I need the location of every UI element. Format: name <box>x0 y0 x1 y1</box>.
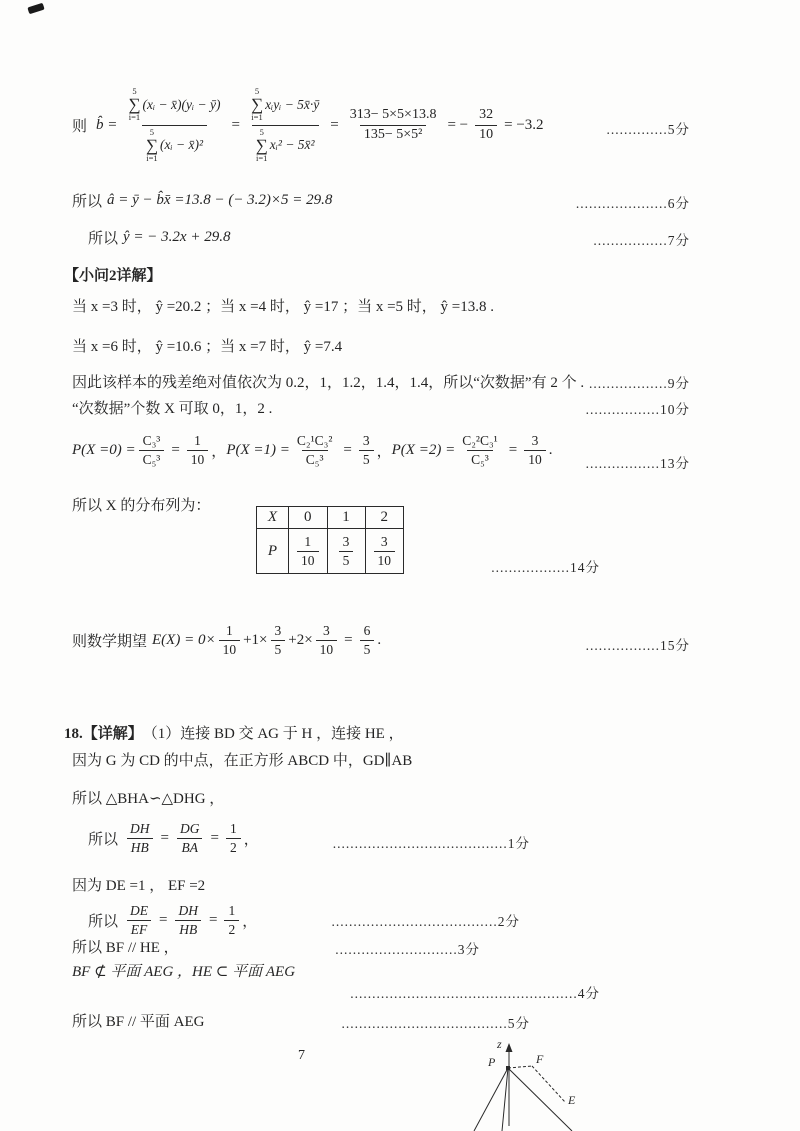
fraction-comb <box>458 432 502 468</box>
frac-den: 5 <box>271 640 286 659</box>
text: （1）连接 BD 交 AG 于 H ，连接 HE ， <box>142 726 404 742</box>
sum-lower-limit: i=1 <box>128 112 141 123</box>
frac-den: EF <box>127 920 152 939</box>
prob-x0-lhs: P(X =0) = <box>72 441 136 458</box>
q18-similar-triangles-line <box>72 787 224 808</box>
text: 所以 △BHA∽△DHG ， <box>72 791 225 807</box>
part2-header <box>64 264 162 285</box>
frac-num: DE <box>130 902 149 918</box>
frac-den: BA <box>177 838 202 857</box>
frac-den: 10 <box>524 450 546 469</box>
regression-equation-line <box>88 227 230 248</box>
operator: +1× <box>243 631 268 648</box>
frac-num: 3 <box>531 432 539 448</box>
text-so: 所以 <box>88 913 119 930</box>
z-axis-arrowhead <box>506 1043 513 1052</box>
frac-den: HB <box>175 920 201 939</box>
frac-den: 5 <box>360 640 375 659</box>
text: 所以 X 的分布列为： <box>72 498 211 514</box>
table-row-p <box>257 529 404 574</box>
equals-sign: = <box>330 116 339 133</box>
sum-lower-limit: i=1 <box>146 152 158 163</box>
fraction <box>360 622 375 658</box>
expectation-line <box>72 618 381 662</box>
summation-icon <box>251 87 263 123</box>
frac-num: 3 <box>323 622 330 638</box>
figure-18-diagram <box>452 1036 592 1131</box>
frac-num: 1 <box>304 534 312 549</box>
regression-slope-formula <box>72 78 548 172</box>
frac-num: DH <box>130 820 150 836</box>
table-cell: 2 <box>365 507 404 529</box>
text-so: 所以 <box>88 831 119 848</box>
fraction <box>126 820 154 856</box>
operator: +2× <box>288 631 313 648</box>
sum-lower-limit: i=1 <box>256 152 268 163</box>
q18-conclusion-line <box>72 1010 205 1031</box>
fraction-value <box>359 432 374 468</box>
predicted-values-line-1 <box>72 295 494 316</box>
frac-num: 313− 5×5×13.8 <box>349 107 437 123</box>
table-cell <box>327 529 365 574</box>
expression: xᵢyᵢ − 5x̄·ȳ <box>265 96 320 112</box>
residuals-line <box>72 371 584 392</box>
summation-icon <box>146 128 158 164</box>
period: . <box>548 441 553 458</box>
variable-values-line <box>72 397 272 418</box>
text-so: 所以 <box>72 194 103 210</box>
prob-x1-lhs: P(X =1) = <box>226 441 290 458</box>
frac-num: DG <box>179 820 200 836</box>
sigma-icon: ∑ <box>250 95 264 115</box>
score-mark-10pts: .................10分 <box>585 402 690 417</box>
score-mark-2pts: ......................................2分 <box>331 914 520 929</box>
frac-den: 10 <box>297 551 319 570</box>
b-hat-symbol: b̂ = <box>96 116 118 133</box>
fraction <box>224 902 239 938</box>
equals-sign: = <box>160 829 169 846</box>
frac-den: 2 <box>226 838 241 857</box>
frac-den: 10 <box>219 640 241 659</box>
summation-icon <box>128 87 140 123</box>
text-then: 则 <box>72 118 88 135</box>
expression: xᵢ² − 5x̄² <box>269 137 315 153</box>
frac-num: 3 <box>362 432 370 448</box>
text: BF ⊄ 平面 AEG ，HE ⊂ 平面 AEG <box>72 964 296 980</box>
sum-upper-limit: 5 <box>254 85 260 96</box>
slope-value: = −3.2 <box>504 116 544 133</box>
equals-sign: = <box>210 829 219 846</box>
sum-upper-limit: 5 <box>132 85 137 96</box>
fraction <box>219 622 241 658</box>
frac-den <box>142 125 207 166</box>
intercept-formula: â = ȳ − b̂x̄ =13.8 − (− 3.2)×5 = 29.8 <box>107 192 333 208</box>
table-cell: 0 <box>289 507 328 529</box>
period: . <box>377 631 382 648</box>
sum-upper-limit: 5 <box>149 126 155 137</box>
scan-artifact <box>27 3 44 15</box>
table-row-x <box>257 507 404 529</box>
sigma-icon: ∑ <box>145 135 158 155</box>
frac-den: C₅³ <box>302 450 328 469</box>
score-mark-5pts: ..............5分 <box>606 122 690 137</box>
frac-num: C₂²C₃¹ <box>462 432 498 448</box>
table-prob-label: P <box>257 529 289 574</box>
equals-sign: = <box>508 441 518 458</box>
edge-dashed-to-f <box>508 1066 532 1068</box>
equals-minus: = − <box>447 116 469 133</box>
sigma-icon: ∑ <box>128 95 141 115</box>
frac-num: 3 <box>274 622 282 638</box>
equals-sign: = <box>231 116 240 133</box>
text-so: 所以 <box>88 231 119 247</box>
frac-num: 1 <box>228 902 236 918</box>
q18-parallel-line <box>72 936 179 957</box>
fraction-sum-2 <box>247 85 323 165</box>
fraction-value <box>187 432 209 468</box>
text: 因此该样本的残差绝对值依次为 0.2，1，1.2，1.4，1.4，所以“次数据”有 2 个 . <box>72 375 585 391</box>
frac-den: 135− 5×5² <box>360 125 427 144</box>
score-mark-5pts-q18: ......................................5分 <box>341 1016 530 1031</box>
fraction-sum-1 <box>124 85 224 165</box>
text: 因为 G 为 CD 的中点，在正方形 ABCD 中，GD∥AB <box>72 753 413 769</box>
expression: (xᵢ − x̄)² <box>159 137 203 153</box>
expectation-lhs: E(X) = 0× <box>152 631 216 648</box>
table-cell <box>289 529 328 574</box>
q18-header: 18.【详解】 <box>64 726 143 742</box>
equals-sign: = <box>171 441 180 458</box>
frac-den: C₅³ <box>139 450 165 469</box>
fraction-value <box>524 432 546 468</box>
frac-num: C₂¹C₃² <box>296 432 333 448</box>
fraction <box>126 902 152 938</box>
fraction <box>339 533 354 569</box>
equals-sign: = <box>208 911 218 928</box>
text: “次数据”个数 X 可取 0，1，2 . <box>72 401 273 417</box>
table-cell <box>365 529 404 574</box>
text: 所以 BF // 平面 AEG <box>72 1014 205 1030</box>
distribution-intro <box>72 494 210 515</box>
frac-den: 10 <box>187 450 209 469</box>
fraction <box>271 622 286 658</box>
score-mark-13pts: .................13分 <box>585 456 690 471</box>
frac-num: C₃³ <box>142 432 161 448</box>
score-mark-9pts: ..................9分 <box>589 376 690 391</box>
fraction <box>374 533 396 569</box>
score-mark-3pts: ............................3分 <box>335 942 480 957</box>
frac-den: 5 <box>339 551 354 570</box>
comma: ， <box>243 831 259 848</box>
label-e: E <box>568 1093 576 1107</box>
q18-plane-line <box>72 960 295 981</box>
probability-formulas-line <box>72 426 552 474</box>
fraction <box>174 902 202 938</box>
frac-num: 6 <box>363 622 371 638</box>
frac-num: 1 <box>229 820 237 836</box>
frac-num: 1 <box>225 622 233 638</box>
fraction-numeric <box>346 106 441 143</box>
frac-num <box>247 85 323 125</box>
fraction <box>316 622 338 658</box>
score-mark-1pt: ........................................1分 <box>332 836 530 851</box>
prob-x2-lhs: P(X =2) = <box>391 441 456 458</box>
frac-den: 5 <box>359 450 374 469</box>
intercept-line <box>72 190 332 211</box>
text: 当 x =6 时， ŷ =10.6 ；当 x =7 时， ŷ =7.4 <box>72 339 343 355</box>
summation-icon <box>256 128 268 164</box>
fraction <box>176 820 204 856</box>
frac-den: 10 <box>374 551 396 570</box>
q18-ratio-line-1 <box>88 816 259 860</box>
fraction-comb <box>139 432 165 468</box>
text: 所以 BF // HE ， <box>72 940 179 956</box>
frac-num: 3 <box>342 534 350 549</box>
table-var-label: X <box>257 507 289 529</box>
predicted-values-line-2 <box>72 335 342 356</box>
sum-upper-limit: 5 <box>259 126 264 137</box>
frac-num: 32 <box>479 107 494 123</box>
score-mark-15pts: .................15分 <box>585 638 690 653</box>
score-mark-7pts: .................7分 <box>593 233 690 248</box>
part2-header-text: 【小问2详解】 <box>64 268 162 284</box>
frac-den: C₅³ <box>467 450 493 469</box>
frac-den: 2 <box>224 920 239 939</box>
page-number: 7 <box>298 1048 305 1063</box>
sigma-icon: ∑ <box>255 135 268 155</box>
score-mark-6pts: .....................6分 <box>575 196 690 211</box>
frac-den: HB <box>127 838 153 857</box>
q18-detail-line1 <box>64 722 404 743</box>
frac-den: 10 <box>316 640 338 659</box>
q18-line2 <box>72 749 412 770</box>
label-f: F <box>536 1052 544 1066</box>
fraction <box>297 533 319 569</box>
label-p: P <box>488 1055 496 1069</box>
q18-given-line <box>72 874 205 895</box>
text-expectation: 则数学期望 <box>72 633 148 650</box>
frac-num <box>124 85 224 125</box>
fraction-result <box>475 106 497 143</box>
score-mark-4pts: ....................................................4分 <box>350 986 600 1001</box>
equals-sign: = <box>344 631 353 648</box>
table-cell: 1 <box>327 507 365 529</box>
comma: ， <box>242 913 258 930</box>
frac-den <box>252 125 319 166</box>
separator: ， <box>376 443 392 460</box>
equals-sign: = <box>159 911 168 928</box>
frac-num: DH <box>178 902 198 918</box>
distribution-table <box>256 506 404 574</box>
text: 因为 DE =1 ， EF =2 <box>72 878 206 894</box>
separator: ， <box>211 443 227 460</box>
score-mark-14pts: ..................14分 <box>491 560 600 575</box>
fraction-comb <box>293 432 337 468</box>
equals-sign: = <box>343 441 352 458</box>
regression-equation: ŷ = − 3.2x + 29.8 <box>123 229 231 245</box>
frac-num: 3 <box>380 534 388 549</box>
fraction <box>226 820 241 856</box>
sum-lower-limit: i=1 <box>251 112 263 123</box>
expression: (xᵢ − x̄)(yᵢ − ȳ) <box>142 96 221 112</box>
text: 当 x =3 时， ŷ =20.2 ；当 x =4 时， ŷ =17 ；当 x =5 时， ŷ =13.8 . <box>72 299 495 315</box>
frac-den: 10 <box>475 125 497 144</box>
label-z: z <box>497 1037 502 1051</box>
frac-num: 1 <box>194 432 201 448</box>
